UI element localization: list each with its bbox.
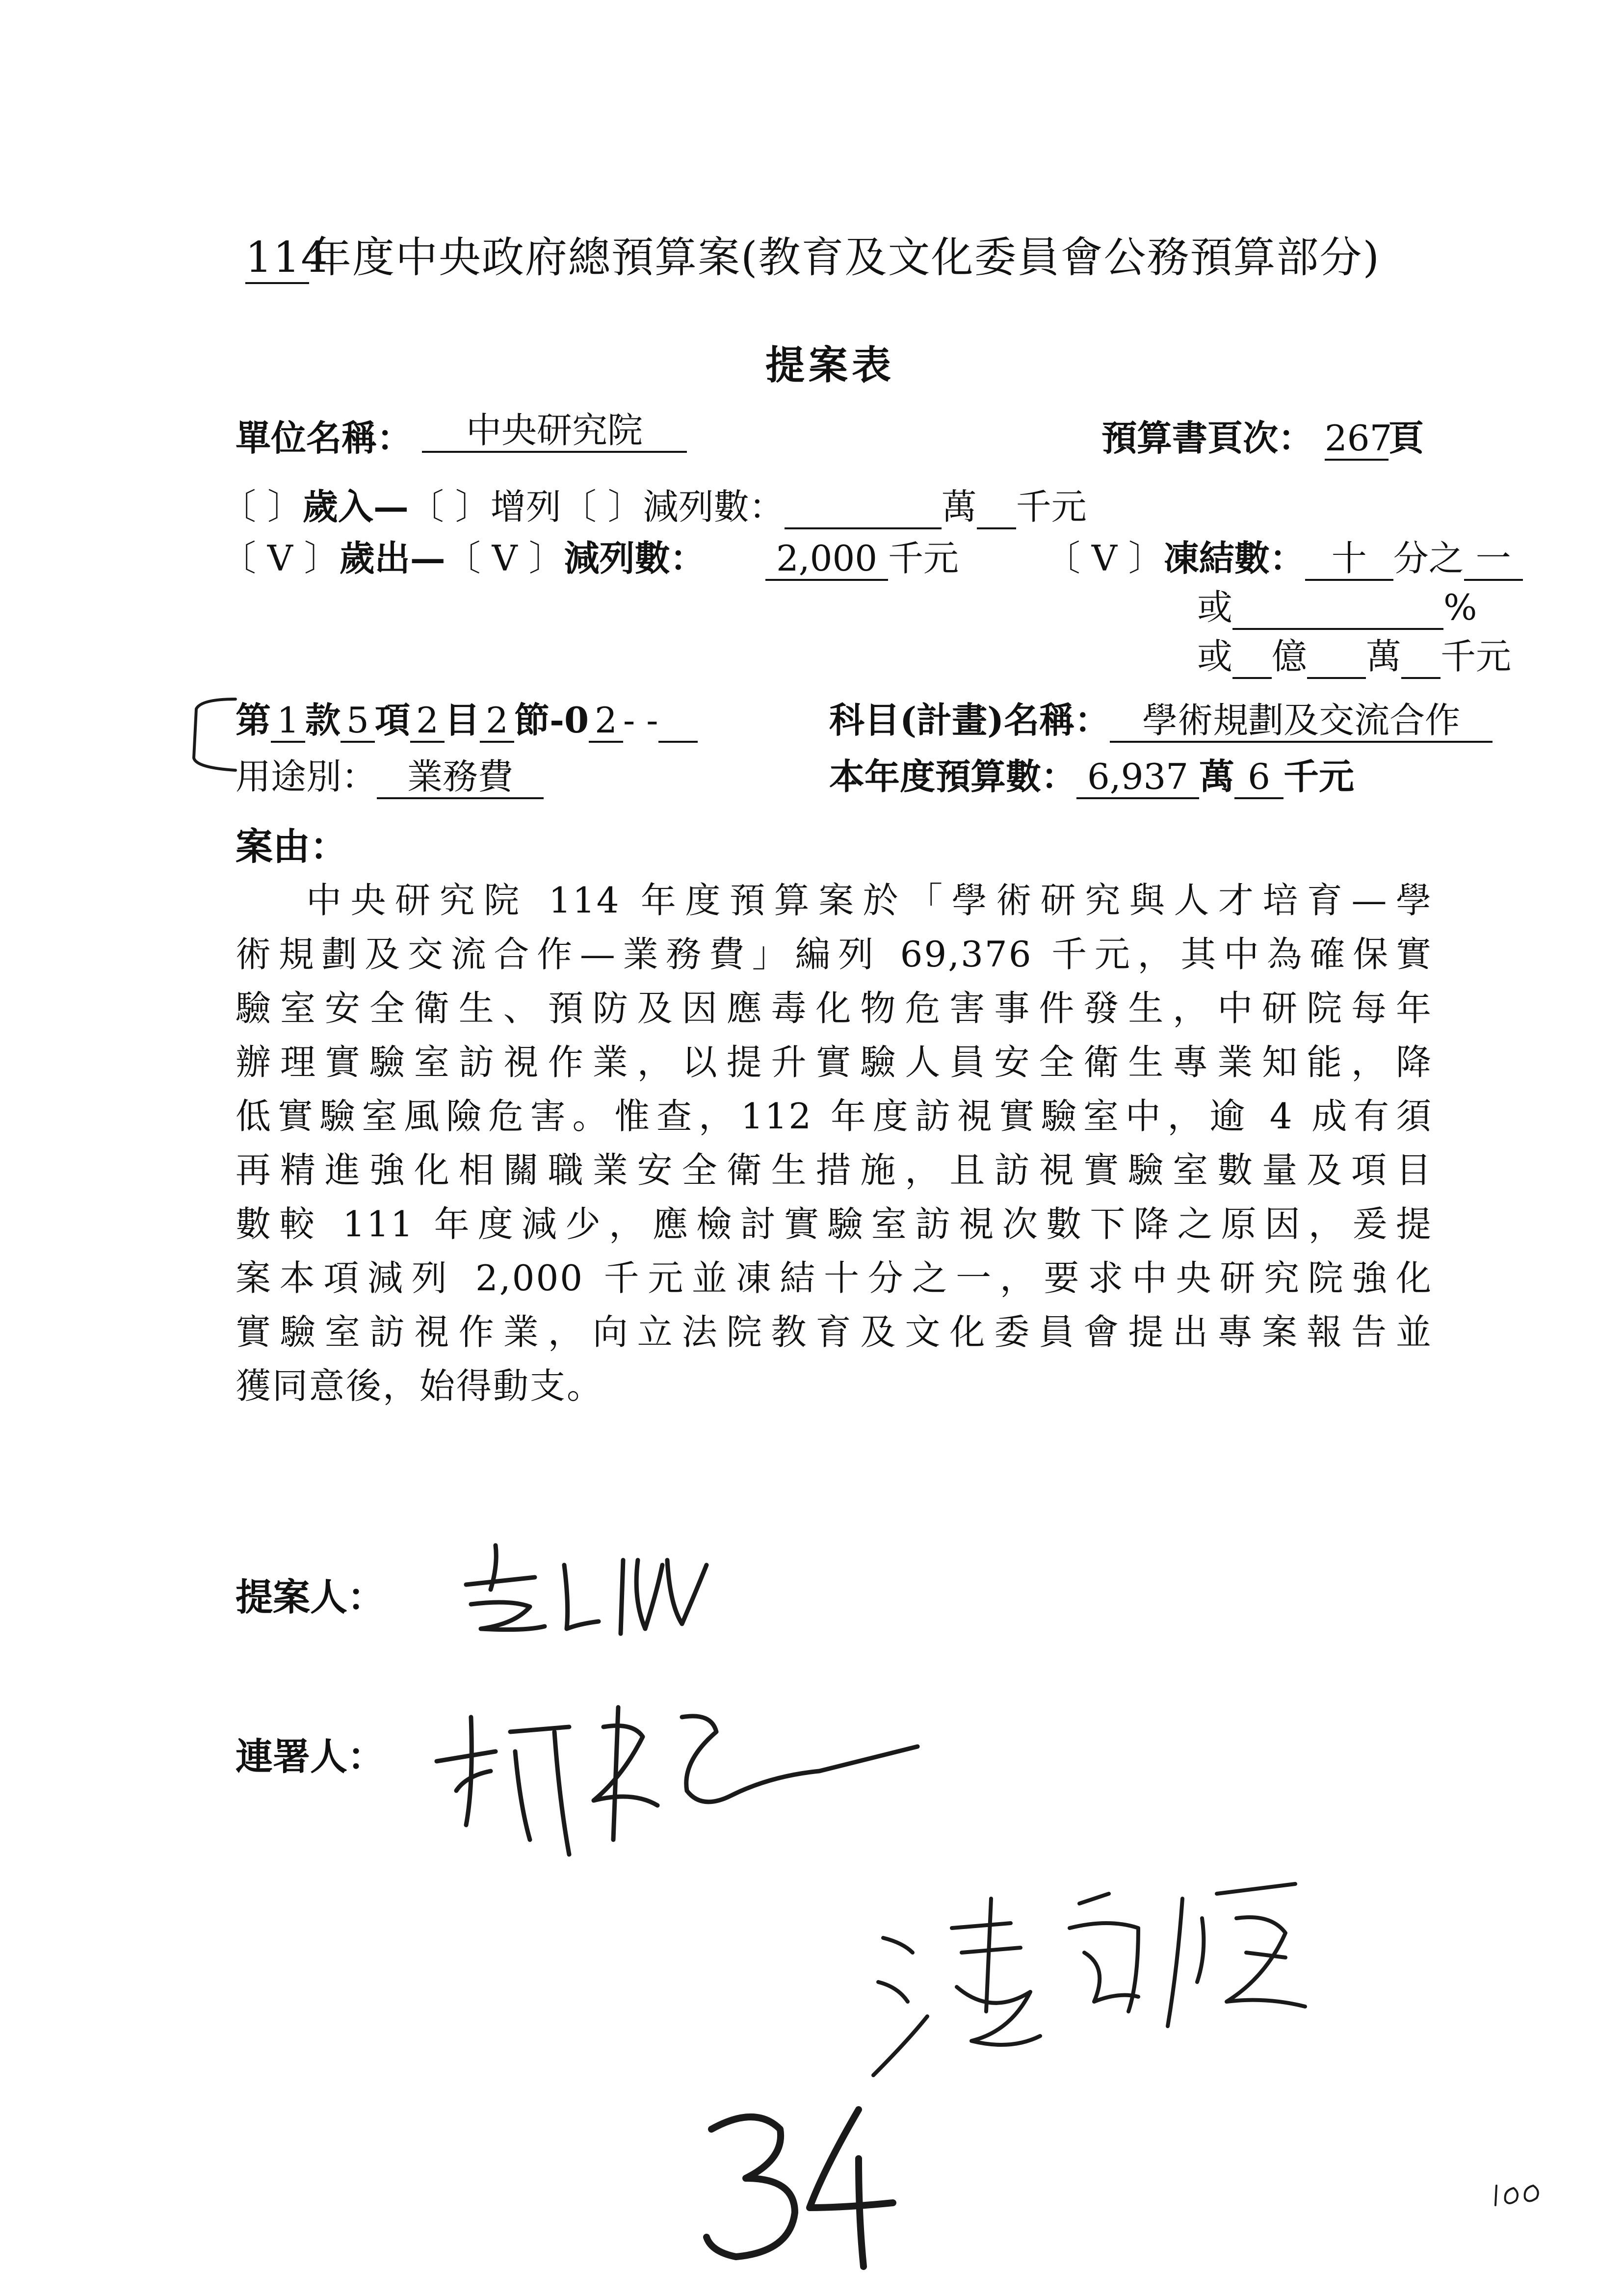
reason-line: 低實驗室風險危害。惟查，112 年度訪視實驗室中，逾 4 成有須	[236, 1096, 1433, 1137]
reason-line: 驗室安全衛生、預防及因應毒化物危害事件發生，中研院每年	[236, 988, 1433, 1029]
reason-line: 中央研究院 114 年度預算案於「學術研究與人才培育—學	[306, 880, 1433, 921]
cosigner-signature-2	[864, 1854, 1403, 2100]
budget-wan: 6,937	[1076, 757, 1199, 799]
form-subtitle: 提案表	[765, 342, 895, 388]
expenditure-label: 歲出—	[339, 537, 445, 579]
xiang-value: 5	[341, 700, 375, 743]
reason-line: 數較 111 年度減少，應檢討實驗室訪視次數下降之原因，爰提	[236, 1203, 1433, 1245]
jie-value: 2	[480, 700, 514, 743]
decrease-value: 2,000	[765, 538, 888, 581]
document-title	[245, 223, 1380, 284]
reason-line: 再精進強化相關職業安全衛生措施，且訪視實驗室數量及項目	[236, 1149, 1433, 1191]
reason-line: 案本項減列 2,000 千元並凍結十分之一，要求中央研究院強化	[236, 1257, 1433, 1299]
budget-qian: 6	[1234, 757, 1283, 799]
page-suffix: 頁	[1388, 417, 1424, 459]
expenditure-decrease-check[interactable]: 〔 V 〕	[445, 538, 564, 579]
reason-line: 實驗室訪視作業，向立法院教育及文化委員會提出專案報告並	[236, 1311, 1433, 1353]
revenue-wan-unit: 萬	[941, 486, 977, 527]
budget-qian-unit: 千元	[1283, 756, 1355, 797]
jie-label: 目	[445, 699, 480, 741]
expenditure-checkbox[interactable]: 〔 V 〕	[221, 538, 340, 579]
kuan-value: 1	[271, 700, 305, 743]
proposer-label: 提案人：	[236, 1575, 385, 1619]
freeze-checkbox[interactable]: 〔 V 〕	[1045, 538, 1164, 579]
subject-value: 學術規劃及交流合作	[1110, 700, 1493, 743]
budget-year: 114	[245, 234, 309, 284]
proposer-signature	[451, 1531, 746, 1658]
or-label-2: 或	[1197, 636, 1233, 677]
code-tail: - -	[623, 700, 658, 741]
reason-heading: 案由：	[236, 825, 347, 868]
revenue-qian-unit: 千元	[1016, 486, 1087, 527]
reason-line: 辦理實驗室訪視作業，以提升實驗人員安全衛生專業知能，降	[236, 1042, 1433, 1083]
revenue-row	[221, 478, 1087, 529]
code-value: 2	[589, 700, 623, 743]
use-value: 業務費	[377, 757, 544, 799]
mu-label: 項	[375, 699, 411, 741]
revenue-wan-blank[interactable]	[785, 487, 942, 529]
page-label: 預算書頁次：	[1101, 417, 1314, 459]
expenditure-decrease-label: 減列數：	[564, 537, 706, 579]
kuan-label: 第	[236, 699, 271, 741]
use-label: 用途別：	[236, 756, 377, 797]
budget-wan-unit: 萬	[1199, 756, 1235, 797]
code-blank[interactable]	[658, 700, 698, 743]
cosigner-label: 連署人：	[236, 1735, 385, 1778]
title-text: 年度中央政府總預算案(教育及文化委員會公務預算部分)	[309, 233, 1381, 282]
freeze-denominator: 一	[1464, 538, 1523, 581]
expenditure-row	[221, 530, 706, 581]
revenue-label: 歲入—	[302, 486, 409, 527]
decrease-unit: 千元	[888, 538, 959, 579]
percent-blank[interactable]	[1232, 587, 1443, 630]
freeze-row	[1045, 530, 1523, 581]
revenue-qian-blank[interactable]	[977, 487, 1016, 529]
corner-note	[1492, 2176, 1550, 2210]
reason-body	[236, 873, 1433, 1413]
subject-label: 科目(計畫)名稱：	[829, 699, 1110, 741]
page-value: 267	[1325, 418, 1388, 461]
revenue-decrease[interactable]: 〔 〕減列數：	[561, 486, 785, 527]
yi-blank[interactable]	[1232, 636, 1272, 679]
qian-unit: 千元	[1441, 636, 1512, 677]
revenue-checkbox[interactable]: 〔 〕	[221, 486, 303, 527]
handwritten-page-number	[697, 2095, 903, 2271]
reason-line: 獲同意後，始得動支。	[236, 1365, 604, 1407]
or-label-1: 或	[1197, 587, 1233, 628]
yi-unit: 億	[1272, 636, 1308, 677]
cosigner-signature-1	[427, 1678, 967, 1874]
xiang-label: 款	[305, 699, 341, 741]
wan-unit: 萬	[1366, 636, 1402, 677]
percent-sign: %	[1443, 587, 1477, 628]
unit-label: 單位名稱：	[236, 417, 413, 459]
mu-value: 2	[410, 700, 445, 743]
item-row	[236, 692, 698, 743]
budget-label: 本年度預算數：	[829, 756, 1077, 797]
code-label: 節-0	[514, 699, 589, 741]
revenue-increase[interactable]: 〔 〕增列	[408, 486, 561, 527]
bracket-icon	[182, 689, 240, 778]
unit-value: 中央研究院	[422, 410, 687, 453]
wan-blank[interactable]	[1307, 636, 1366, 679]
qian-blank[interactable]	[1401, 636, 1441, 679]
freeze-label: 凍結數：	[1163, 537, 1305, 579]
freeze-mid: 分之	[1393, 538, 1464, 579]
reason-line: 術規劃及交流合作—業務費」編列 69,376 千元，其中為確保實	[236, 934, 1433, 975]
freeze-numerator: 十	[1305, 538, 1393, 581]
